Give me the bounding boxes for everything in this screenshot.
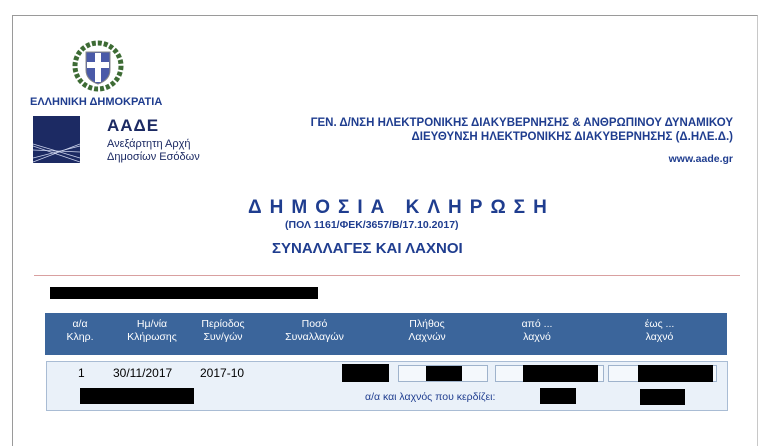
winner-label: α/α και λαχνός που κερδίζει: bbox=[365, 391, 496, 403]
redacted-winner-number bbox=[540, 388, 576, 404]
col-date: Ημ/νία Κλήρωσης bbox=[127, 318, 177, 343]
redacted-amount bbox=[342, 364, 389, 382]
col-to: έως ... λαχνό bbox=[644, 318, 675, 343]
redacted-to bbox=[638, 365, 713, 382]
row-number: 1 bbox=[78, 366, 85, 380]
page-title: ΔΗΜΟΣΙΑ ΚΛΗΡΩΣΗ bbox=[248, 197, 555, 218]
department bbox=[311, 116, 733, 144]
table-header bbox=[45, 313, 727, 355]
col-tickets: Πλήθος Λαχνών bbox=[408, 318, 446, 343]
legal-reference: (ΠΟΛ 1161/ΦΕΚ/3657/Β/17.10.2017) bbox=[285, 219, 459, 231]
greek-emblem-icon bbox=[72, 40, 124, 92]
agency-line-2: Δημοσίων Εσόδων bbox=[107, 151, 200, 163]
agency-name bbox=[107, 138, 200, 164]
redacted-tickets bbox=[426, 366, 462, 381]
page-subtitle: ΣΥΝΑΛΛΑΓΕΣ ΚΑΙ ΛΑΧΝΟΙ bbox=[272, 240, 463, 257]
divider bbox=[34, 275, 740, 276]
redacted-winner-ticket bbox=[640, 389, 685, 405]
republic-label: ΕΛΛΗΝΙΚΗ ΔΗΜΟΚΡΑΤΙΑ bbox=[30, 96, 163, 108]
redacted-from bbox=[523, 365, 598, 382]
agency-line-1: Ανεξάρτητη Αρχή bbox=[107, 138, 191, 150]
redacted-info bbox=[80, 388, 194, 404]
row-period: 2017-10 bbox=[200, 366, 245, 380]
col-number: α/α Κληρ. bbox=[66, 318, 94, 343]
col-period: Περίοδος Συν/γών bbox=[201, 318, 245, 343]
aade-logo-icon bbox=[33, 116, 80, 163]
row-date: 30/11/2017 bbox=[113, 366, 173, 380]
dept-line-1: ΓΕΝ. Δ/ΝΣΗ ΗΛΕΚΤΡΟΝΙΚΗΣ ΔΙΑΚΥΒΕΡΝΗΣΗΣ & ΑΝΘΡΩΠΙΝΟΥ ΔΥΝΑΜΙΚΟΥ bbox=[310, 117, 733, 129]
website-link[interactable]: www.aade.gr bbox=[668, 153, 733, 165]
agency-abbr: ΑΑΔΕ bbox=[107, 116, 160, 135]
col-amount: Ποσό Συναλλαγών bbox=[285, 318, 344, 343]
col-from: από ... λαχνό bbox=[521, 318, 553, 343]
redacted-name bbox=[50, 287, 318, 299]
dept-line-2: ΔΙΕΥΘΥΝΣΗ ΗΛΕΚΤΡΟΝΙΚΗΣ ΔΙΑΚΥΒΕΡΝΗΣΗΣ (Δ.ΗΛΕ.Δ.) bbox=[411, 131, 733, 143]
